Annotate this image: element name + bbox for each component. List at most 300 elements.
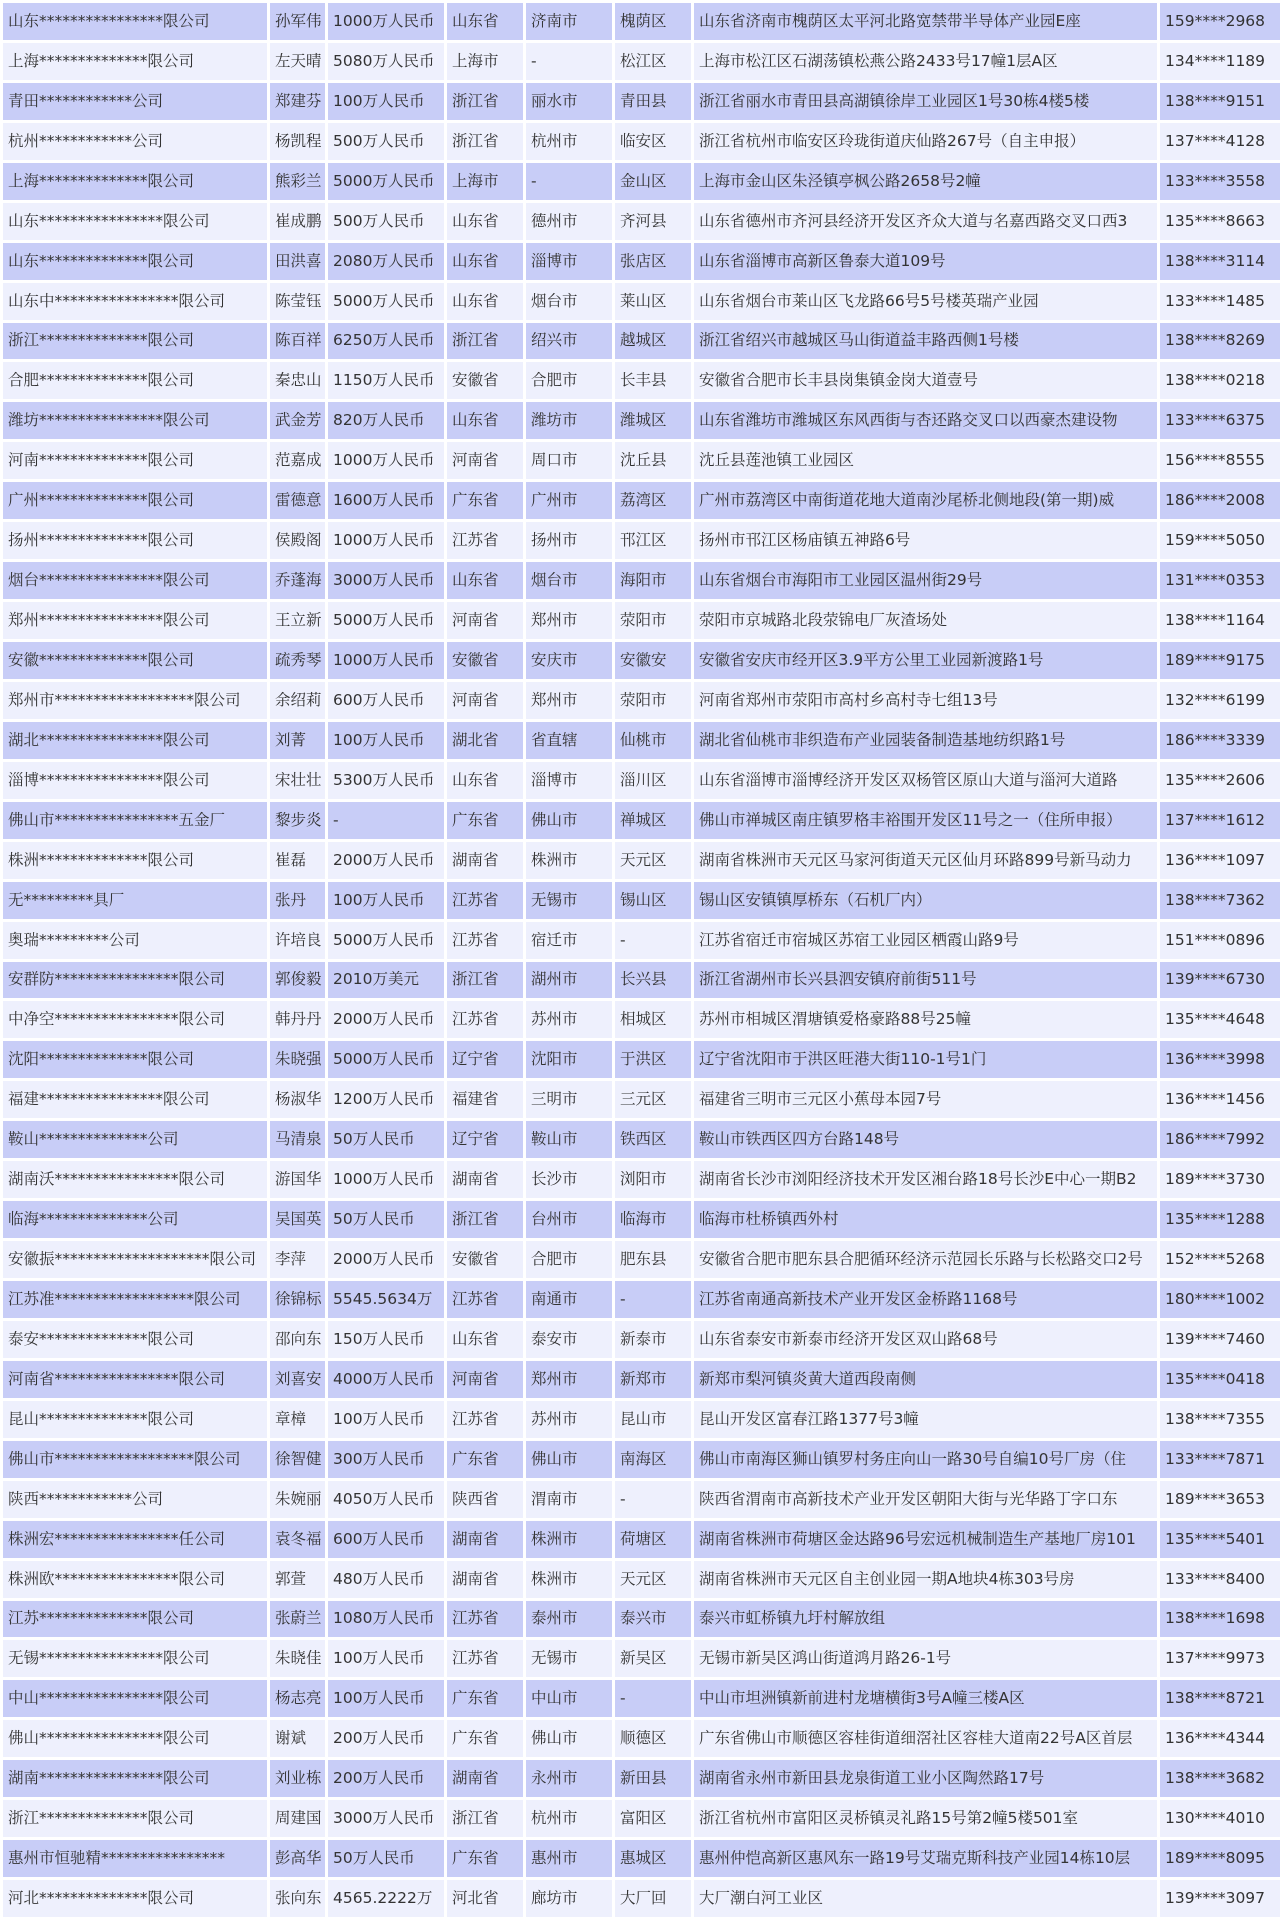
phone-cell: 136****4344: [1160, 1720, 1280, 1757]
province-cell: 湖南省: [447, 1760, 523, 1797]
address-cell: 湖北省仙桃市非织造布产业园装备制造基地纺织路1号: [694, 722, 1157, 759]
province-cell: 山东省: [447, 283, 523, 320]
district-cell: 荥阳市: [615, 602, 691, 639]
contact-cell: 王立新: [270, 602, 325, 639]
province-cell: 江苏省: [447, 882, 523, 919]
phone-cell: 138****8721: [1160, 1680, 1280, 1717]
table-row: [3, 1561, 1280, 1598]
city-cell: 淄博市: [526, 762, 612, 799]
province-cell: 广东省: [447, 1680, 523, 1717]
contact-cell: 杨志亮: [270, 1680, 325, 1717]
district-cell: 金山区: [615, 163, 691, 200]
city-cell: 合肥市: [526, 1241, 612, 1278]
address-cell: 安徽省合肥市长丰县岗集镇金岗大道壹号: [694, 362, 1157, 399]
table-row: [3, 1720, 1280, 1757]
company-name-cell: 山东**************限公司: [3, 243, 267, 280]
district-cell: 松江区: [615, 43, 691, 80]
address-cell: 安徽省安庆市经开区3.9平方公里工业园新渡路1号: [694, 642, 1157, 679]
district-cell: 长丰县: [615, 362, 691, 399]
province-cell: 浙江省: [447, 1201, 523, 1238]
phone-cell: 131****0353: [1160, 562, 1280, 599]
contact-cell: 郭萱: [270, 1561, 325, 1598]
table-row: [3, 323, 1280, 360]
address-cell: 山东省泰安市新泰市经济开发区双山路68号: [694, 1321, 1157, 1358]
address-cell: 广州市荔湾区中南街道花地大道南沙尾桥北侧地段(第一期)威: [694, 482, 1157, 519]
contact-cell: 徐锦标: [270, 1281, 325, 1318]
address-cell: 陕西省渭南市高新技术产业开发区朝阳大街与光华路丁字口东: [694, 1481, 1157, 1518]
company-name-cell: 山东中****************限公司: [3, 283, 267, 320]
contact-cell: 宋壮壮: [270, 762, 325, 799]
province-cell: 广东省: [447, 1720, 523, 1757]
company-name-cell: 湖南****************限公司: [3, 1760, 267, 1797]
city-cell: 绍兴市: [526, 323, 612, 360]
capital-cell: 150万人民币: [328, 1321, 444, 1358]
contact-cell: 朱婉丽: [270, 1481, 325, 1518]
company-name-cell: 惠州市恒驰精****************: [3, 1840, 267, 1877]
city-cell: 济南市: [526, 3, 612, 40]
table-row: [3, 1481, 1280, 1518]
capital-cell: 5300万人民币: [328, 762, 444, 799]
city-cell: 杭州市: [526, 123, 612, 160]
table-row: [3, 1241, 1280, 1278]
address-cell: 大厂潮白河工业区: [694, 1880, 1157, 1917]
contact-cell: 朱晓强: [270, 1041, 325, 1078]
address-cell: 上海市松江区石湖荡镇松燕公路2433号17幢1层A区: [694, 43, 1157, 80]
province-cell: 江苏省: [447, 1001, 523, 1038]
city-cell: 南通市: [526, 1281, 612, 1318]
address-cell: 湖南省株洲市天元区自主创业园一期A地块4栋303号房: [694, 1561, 1157, 1598]
capital-cell: 600万人民币: [328, 682, 444, 719]
contact-cell: 韩丹丹: [270, 1001, 325, 1038]
city-cell: 周口市: [526, 442, 612, 479]
company-name-cell: 广州**************限公司: [3, 482, 267, 519]
address-cell: 沈丘县莲池镇工业园区: [694, 442, 1157, 479]
phone-cell: 133****7871: [1160, 1441, 1280, 1478]
phone-cell: 138****7362: [1160, 882, 1280, 919]
city-cell: 佛山市: [526, 1720, 612, 1757]
phone-cell: 138****1164: [1160, 602, 1280, 639]
province-cell: 山东省: [447, 1321, 523, 1358]
capital-cell: 1200万人民币: [328, 1081, 444, 1118]
contact-cell: 张蔚兰: [270, 1601, 325, 1638]
city-cell: 苏州市: [526, 1401, 612, 1438]
company-name-cell: 湖南沃****************限公司: [3, 1161, 267, 1198]
contact-cell: 武金芳: [270, 402, 325, 439]
address-cell: 江苏省宿迁市宿城区苏宿工业园区栖霞山路9号: [694, 922, 1157, 959]
company-name-cell: 郑州****************限公司: [3, 602, 267, 639]
table-row: [3, 642, 1280, 679]
contact-cell: 张向东: [270, 1880, 325, 1917]
phone-cell: 186****3339: [1160, 722, 1280, 759]
phone-cell: 159****5050: [1160, 522, 1280, 559]
phone-cell: 186****7992: [1160, 1121, 1280, 1158]
table-row: [3, 1201, 1280, 1238]
company-name-cell: 陕西************公司: [3, 1481, 267, 1518]
capital-cell: 600万人民币: [328, 1521, 444, 1558]
company-name-cell: 杭州************公司: [3, 123, 267, 160]
phone-cell: 138****7355: [1160, 1401, 1280, 1438]
table-row: [3, 522, 1280, 559]
company-name-cell: 株洲**************限公司: [3, 842, 267, 879]
capital-cell: 200万人民币: [328, 1760, 444, 1797]
district-cell: 荷塘区: [615, 1521, 691, 1558]
address-cell: 福建省三明市三元区小蕉母本园7号: [694, 1081, 1157, 1118]
city-cell: 株洲市: [526, 842, 612, 879]
contact-cell: 马清泉: [270, 1121, 325, 1158]
province-cell: 上海市: [447, 163, 523, 200]
phone-cell: 138****3682: [1160, 1760, 1280, 1797]
province-cell: 江苏省: [447, 1401, 523, 1438]
address-cell: 佛山市禅城区南庄镇罗格丰裕围开发区11号之一（住所申报）: [694, 802, 1157, 839]
capital-cell: 100万人民币: [328, 1401, 444, 1438]
district-cell: -: [615, 1481, 691, 1518]
city-cell: 三明市: [526, 1081, 612, 1118]
table-row: [3, 83, 1280, 120]
address-cell: 湖南省永州市新田县龙泉街道工业小区陶然路17号: [694, 1760, 1157, 1797]
company-name-cell: 中净空****************限公司: [3, 1001, 267, 1038]
company-name-cell: 中山****************限公司: [3, 1680, 267, 1717]
contact-cell: 郑建芬: [270, 83, 325, 120]
address-cell: 锡山区安镇镇厚桥东（石机厂内）: [694, 882, 1157, 919]
city-cell: 廊坊市: [526, 1880, 612, 1917]
province-cell: 浙江省: [447, 1800, 523, 1837]
address-cell: 中山市坦洲镇新前进村龙塘横街3号A幢三楼A区: [694, 1680, 1157, 1717]
capital-cell: 3000万人民币: [328, 1800, 444, 1837]
province-cell: 湖南省: [447, 842, 523, 879]
district-cell: 浏阳市: [615, 1161, 691, 1198]
table-row: [3, 682, 1280, 719]
table-row: [3, 43, 1280, 80]
contact-cell: 乔蓬海: [270, 562, 325, 599]
contact-cell: 疏秀琴: [270, 642, 325, 679]
company-name-cell: 福建****************限公司: [3, 1081, 267, 1118]
phone-cell: 132****6199: [1160, 682, 1280, 719]
province-cell: 山东省: [447, 3, 523, 40]
phone-cell: 133****3558: [1160, 163, 1280, 200]
company-name-cell: 浙江**************限公司: [3, 1800, 267, 1837]
capital-cell: 1000万人民币: [328, 442, 444, 479]
province-cell: 辽宁省: [447, 1041, 523, 1078]
province-cell: 山东省: [447, 402, 523, 439]
capital-cell: 1000万人民币: [328, 3, 444, 40]
province-cell: 湖南省: [447, 1161, 523, 1198]
company-name-cell: 合肥**************限公司: [3, 362, 267, 399]
capital-cell: 2080万人民币: [328, 243, 444, 280]
address-cell: 湖南省长沙市浏阳经济技术开发区湘台路18号长沙E中心一期B2: [694, 1161, 1157, 1198]
address-cell: 湖南省株洲市荷塘区金达路96号宏远机械制造生产基地厂房101: [694, 1521, 1157, 1558]
company-name-cell: 无*********具厂: [3, 882, 267, 919]
capital-cell: 480万人民币: [328, 1561, 444, 1598]
district-cell: 新郑市: [615, 1361, 691, 1398]
capital-cell: 820万人民币: [328, 402, 444, 439]
city-cell: 苏州市: [526, 1001, 612, 1038]
city-cell: -: [526, 163, 612, 200]
contact-cell: 陈百祥: [270, 323, 325, 360]
address-cell: 上海市金山区朱泾镇亭枫公路2658号2幢: [694, 163, 1157, 200]
address-cell: 山东省烟台市海阳市工业园区温州街29号: [694, 562, 1157, 599]
province-cell: 山东省: [447, 762, 523, 799]
city-cell: 宿迁市: [526, 922, 612, 959]
capital-cell: 50万人民币: [328, 1121, 444, 1158]
phone-cell: 189****9175: [1160, 642, 1280, 679]
province-cell: 浙江省: [447, 962, 523, 999]
table-row: [3, 1680, 1280, 1717]
contact-cell: 范嘉成: [270, 442, 325, 479]
phone-cell: 134****1189: [1160, 43, 1280, 80]
phone-cell: 135****5401: [1160, 1521, 1280, 1558]
district-cell: 荥阳市: [615, 682, 691, 719]
city-cell: 烟台市: [526, 562, 612, 599]
capital-cell: 4565.2222万: [328, 1880, 444, 1917]
company-name-cell: 青田************公司: [3, 83, 267, 120]
phone-cell: 180****1002: [1160, 1281, 1280, 1318]
city-cell: 合肥市: [526, 362, 612, 399]
address-cell: 苏州市相城区渭塘镇爱格豪路88号25幢: [694, 1001, 1157, 1038]
district-cell: 临海市: [615, 1201, 691, 1238]
province-cell: 江苏省: [447, 1281, 523, 1318]
province-cell: 浙江省: [447, 83, 523, 120]
contact-cell: 张丹: [270, 882, 325, 919]
phone-cell: 137****1612: [1160, 802, 1280, 839]
address-cell: 安徽省合肥市肥东县合肥循环经济示范园长乐路与长松路交口2号: [694, 1241, 1157, 1278]
table-row: [3, 1041, 1280, 1078]
table-row: [3, 722, 1280, 759]
phone-cell: 135****8663: [1160, 203, 1280, 240]
capital-cell: 2000万人民币: [328, 1241, 444, 1278]
address-cell: 河南省郑州市荥阳市高村乡高村寺七组13号: [694, 682, 1157, 719]
company-name-cell: 江苏**************限公司: [3, 1601, 267, 1638]
city-cell: 株洲市: [526, 1521, 612, 1558]
capital-cell: 200万人民币: [328, 1720, 444, 1757]
city-cell: 湖州市: [526, 962, 612, 999]
capital-cell: 2000万人民币: [328, 842, 444, 879]
table-row: [3, 1521, 1280, 1558]
city-cell: 杭州市: [526, 1800, 612, 1837]
province-cell: 浙江省: [447, 323, 523, 360]
phone-cell: 135****1288: [1160, 1201, 1280, 1238]
district-cell: 齐河县: [615, 203, 691, 240]
contact-cell: 陈莹钰: [270, 283, 325, 320]
phone-cell: 189****3653: [1160, 1481, 1280, 1518]
address-cell: 湖南省株洲市天元区马家河街道天元区仙月环路899号新马动力: [694, 842, 1157, 879]
company-name-cell: 安徽**************限公司: [3, 642, 267, 679]
province-cell: 河南省: [447, 682, 523, 719]
phone-cell: 135****4648: [1160, 1001, 1280, 1038]
city-cell: 潍坊市: [526, 402, 612, 439]
province-cell: 辽宁省: [447, 1121, 523, 1158]
contact-cell: 许培良: [270, 922, 325, 959]
district-cell: 天元区: [615, 1561, 691, 1598]
district-cell: 铁西区: [615, 1121, 691, 1158]
city-cell: 长沙市: [526, 1161, 612, 1198]
company-name-cell: 上海**************限公司: [3, 43, 267, 80]
capital-cell: 1000万人民币: [328, 642, 444, 679]
district-cell: 天元区: [615, 842, 691, 879]
province-cell: 河南省: [447, 602, 523, 639]
city-cell: -: [526, 43, 612, 80]
contact-cell: 吴国英: [270, 1201, 325, 1238]
contact-cell: 谢斌: [270, 1720, 325, 1757]
phone-cell: 139****3097: [1160, 1880, 1280, 1917]
address-cell: 山东省淄博市淄博经济开发区双杨管区原山大道与淄河大道路: [694, 762, 1157, 799]
capital-cell: 50万人民币: [328, 1201, 444, 1238]
province-cell: 广东省: [447, 802, 523, 839]
table-row: [3, 1121, 1280, 1158]
district-cell: 邗江区: [615, 522, 691, 559]
city-cell: 郑州市: [526, 602, 612, 639]
phone-cell: 137****9973: [1160, 1640, 1280, 1677]
district-cell: 荔湾区: [615, 482, 691, 519]
phone-cell: 159****2968: [1160, 3, 1280, 40]
phone-cell: 139****7460: [1160, 1321, 1280, 1358]
district-cell: 青田县: [615, 83, 691, 120]
company-name-cell: 奥瑞*********公司: [3, 922, 267, 959]
company-name-cell: 河北**************限公司: [3, 1880, 267, 1917]
company-name-cell: 沈阳**************限公司: [3, 1041, 267, 1078]
contact-cell: 邵向东: [270, 1321, 325, 1358]
company-name-cell: 昆山**************限公司: [3, 1401, 267, 1438]
city-cell: 永州市: [526, 1760, 612, 1797]
contact-cell: 侯殿阁: [270, 522, 325, 559]
address-cell: 山东省烟台市莱山区飞龙路66号5号楼英瑞产业园: [694, 283, 1157, 320]
capital-cell: 3000万人民币: [328, 562, 444, 599]
contact-cell: 刘喜安: [270, 1361, 325, 1398]
city-cell: 广州市: [526, 482, 612, 519]
city-cell: 中山市: [526, 1680, 612, 1717]
table-row: [3, 1281, 1280, 1318]
province-cell: 江苏省: [447, 922, 523, 959]
phone-cell: 138****8269: [1160, 323, 1280, 360]
district-cell: 新吴区: [615, 1640, 691, 1677]
province-cell: 湖北省: [447, 722, 523, 759]
phone-cell: 138****1698: [1160, 1601, 1280, 1638]
company-name-cell: 上海**************限公司: [3, 163, 267, 200]
table-body: [3, 3, 1280, 1917]
capital-cell: 500万人民币: [328, 203, 444, 240]
table-row: [3, 562, 1280, 599]
capital-cell: 2010万美元: [328, 962, 444, 999]
address-cell: 鞍山市铁西区四方台路148号: [694, 1121, 1157, 1158]
company-name-cell: 临海**************公司: [3, 1201, 267, 1238]
table-row: [3, 1840, 1280, 1877]
district-cell: 相城区: [615, 1001, 691, 1038]
company-name-cell: 江苏准******************限公司: [3, 1281, 267, 1318]
province-cell: 福建省: [447, 1081, 523, 1118]
company-name-cell: 株洲欧****************限公司: [3, 1561, 267, 1598]
table-row: [3, 802, 1280, 839]
phone-cell: 152****5268: [1160, 1241, 1280, 1278]
capital-cell: 100万人民币: [328, 722, 444, 759]
capital-cell: 100万人民币: [328, 882, 444, 919]
contact-cell: 徐智健: [270, 1441, 325, 1478]
company-name-cell: 株洲宏****************任公司: [3, 1521, 267, 1558]
capital-cell: 1600万人民币: [328, 482, 444, 519]
address-cell: 山东省潍坊市潍城区东风西街与杏还路交叉口以西豪杰建设物: [694, 402, 1157, 439]
district-cell: 越城区: [615, 323, 691, 360]
capital-cell: 2000万人民币: [328, 1001, 444, 1038]
capital-cell: 5000万人民币: [328, 283, 444, 320]
address-cell: 山东省淄博市高新区鲁泰大道109号: [694, 243, 1157, 280]
capital-cell: 5000万人民币: [328, 1041, 444, 1078]
company-name-cell: 无锡****************限公司: [3, 1640, 267, 1677]
province-cell: 江苏省: [447, 1640, 523, 1677]
table-row: [3, 1880, 1280, 1917]
phone-cell: 189****3730: [1160, 1161, 1280, 1198]
table-row: [3, 362, 1280, 399]
district-cell: -: [615, 1281, 691, 1318]
company-name-cell: 泰安**************限公司: [3, 1321, 267, 1358]
city-cell: 德州市: [526, 203, 612, 240]
contact-cell: 田洪喜: [270, 243, 325, 280]
contact-cell: 孙军伟: [270, 3, 325, 40]
table-row: [3, 243, 1280, 280]
phone-cell: 137****4128: [1160, 123, 1280, 160]
phone-cell: 136****1097: [1160, 842, 1280, 879]
contact-cell: 黎步炎: [270, 802, 325, 839]
table-row: [3, 1161, 1280, 1198]
company-name-cell: 烟台****************限公司: [3, 562, 267, 599]
city-cell: 佛山市: [526, 802, 612, 839]
table-row: [3, 762, 1280, 799]
address-cell: 无锡市新吴区鸿山街道鸿月路26-1号: [694, 1640, 1157, 1677]
province-cell: 河南省: [447, 442, 523, 479]
district-cell: 淄川区: [615, 762, 691, 799]
company-name-cell: 淄博****************限公司: [3, 762, 267, 799]
capital-cell: 50万人民币: [328, 1840, 444, 1877]
contact-cell: 袁冬福: [270, 1521, 325, 1558]
capital-cell: 5000万人民币: [328, 163, 444, 200]
company-name-cell: 山东****************限公司: [3, 203, 267, 240]
district-cell: 富阳区: [615, 1800, 691, 1837]
contact-cell: 熊彩兰: [270, 163, 325, 200]
capital-cell: 5545.5634万: [328, 1281, 444, 1318]
address-cell: 浙江省杭州市临安区玲珑街道庆仙路267号（自主申报）: [694, 123, 1157, 160]
phone-cell: 135****2606: [1160, 762, 1280, 799]
province-cell: 浙江省: [447, 123, 523, 160]
address-cell: 临海市杜桥镇西外村: [694, 1201, 1157, 1238]
province-cell: 广东省: [447, 1441, 523, 1478]
district-cell: -: [615, 922, 691, 959]
table-row: [3, 1800, 1280, 1837]
district-cell: 沈丘县: [615, 442, 691, 479]
province-cell: 上海市: [447, 43, 523, 80]
address-cell: 泰兴市虹桥镇九圩村解放组: [694, 1601, 1157, 1638]
table-row: [3, 482, 1280, 519]
table-row: [3, 602, 1280, 639]
table-row: [3, 123, 1280, 160]
district-cell: 张店区: [615, 243, 691, 280]
city-cell: 淄博市: [526, 243, 612, 280]
district-cell: 南海区: [615, 1441, 691, 1478]
district-cell: 昆山市: [615, 1401, 691, 1438]
table-row: [3, 1640, 1280, 1677]
city-cell: 沈阳市: [526, 1041, 612, 1078]
company-name-cell: 浙江**************限公司: [3, 323, 267, 360]
district-cell: 槐荫区: [615, 3, 691, 40]
capital-cell: 100万人民币: [328, 83, 444, 120]
table-row: [3, 163, 1280, 200]
contact-cell: 朱晓佳: [270, 1640, 325, 1677]
phone-cell: 138****3114: [1160, 243, 1280, 280]
province-cell: 江苏省: [447, 1601, 523, 1638]
table-row: [3, 442, 1280, 479]
city-cell: 泰州市: [526, 1601, 612, 1638]
contact-cell: 刘菁: [270, 722, 325, 759]
contact-cell: 崔磊: [270, 842, 325, 879]
city-cell: 鞍山市: [526, 1121, 612, 1158]
table-row: [3, 882, 1280, 919]
address-cell: 惠州仲恺高新区惠风东一路19号艾瑞克斯科技产业园14栋10层: [694, 1840, 1157, 1877]
